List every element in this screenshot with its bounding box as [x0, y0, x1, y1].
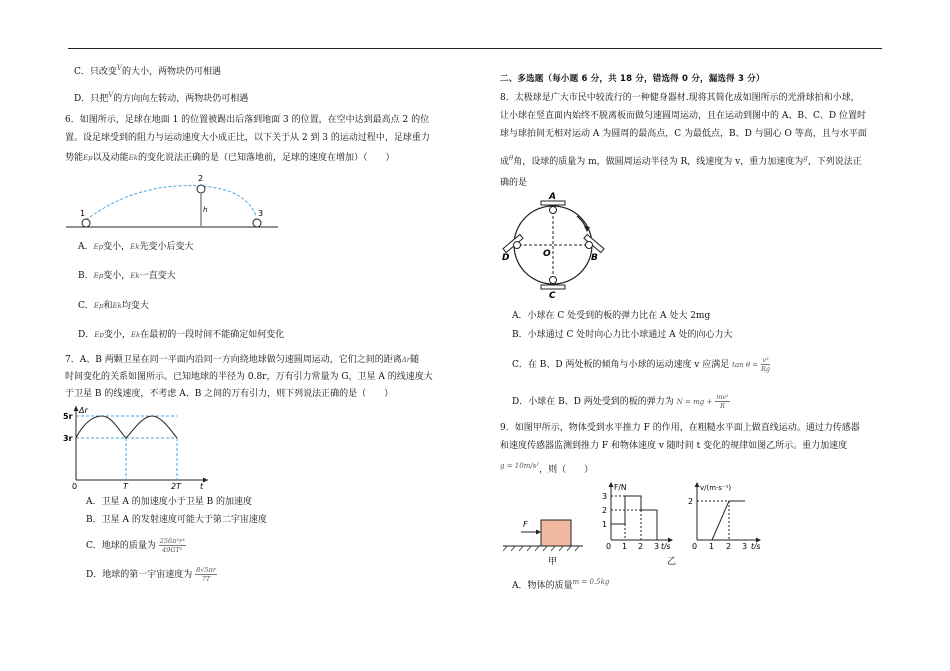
q8-stem-line3: 球与球拍间无相对运动 A 为圆周的最高点，C 为最低点，B、D 与圆心 O 等高，且与水平面 [500, 129, 867, 139]
q6-option-d: D．Ep变小，Ek在最初的一段时间不能确定如何变化 [78, 330, 285, 340]
tick-T: T [123, 482, 128, 490]
q7-stem-line2: 时间变化的关系如图所示。已知地球的半径为 0.8r，万有引力常量为 G，卫星 A 的线速度大 [65, 372, 433, 382]
f-tick-x0: 0 [606, 542, 612, 551]
q8-option-c: C．在 B、D 两处板的倾角与小球的运动速度 v 应满足 tan θ = $\frac{\text{v²}}{Rg}$ [512, 356, 771, 373]
q8-stem-line1: 8．太极球是广大市民中较流行的一种健身器材.现将其简化成如图所示的光滑球拍和小球， [500, 93, 860, 103]
q8-force-fraction: $\frac{\text{mv²}}{R}$ [716, 393, 729, 410]
q8-option-a: A．小球在 C 处受到的板的弹力比在 A 处大 2mg [512, 311, 711, 321]
q6-option-c: C．Ep和Ek均变大 [78, 301, 149, 311]
v-tick-x3: 3 [742, 542, 748, 551]
ball-B [586, 242, 593, 249]
q6-stem-line3: 势能Ep以及动能Ek的变化说法正确的是（已知落地前，足球的速度在增加）（ ） [65, 153, 395, 163]
label-C: C [549, 291, 556, 298]
q9-figure-jia [503, 508, 585, 568]
ball-trajectory [86, 186, 256, 220]
q9-stem-line3: $^{g = 10m/s^2}$，则（ ） [500, 462, 594, 475]
tick-3r: 3r [63, 434, 73, 443]
q8-option-d: D．小球在 B、D 两处受到的板的弹力为 N = mg + $\frac{\text{mv²}}{R}$ [512, 393, 729, 410]
label-A: A [549, 192, 556, 202]
y-label: Δr [79, 406, 88, 415]
v-tick-2: 2 [688, 497, 694, 506]
q9-figure-yi-label: 乙 [667, 557, 677, 567]
q9-force-graph [597, 480, 677, 568]
q5-option-d: D．只把$^V$的方向向左转动，两物块仍可相遇 [74, 91, 249, 104]
label-F: F [523, 520, 528, 529]
section-heading: 二、多选题（每小题 6 分，共 18 分，错选得 0 分，漏选得 3 分） [500, 74, 765, 84]
block [541, 520, 571, 546]
label-B: B [591, 253, 598, 263]
v-tick-x1: 1 [709, 542, 715, 551]
ball-C [550, 277, 557, 284]
label-D: D [502, 253, 510, 263]
q7-mass-fraction: $\frac{\text{256π²r³}}{\text{49GT²}}$ [159, 537, 185, 554]
q7-stem-line1: 7．A、B 两颗卫星在同一平面内沿同一方向绕地球做匀速圆周运动，它们之间的距离Δr随 [65, 355, 420, 365]
q9-option-a: A．物体的质量$^{m = 0.5kg}$ [512, 578, 610, 591]
label-O: O [543, 249, 551, 259]
q9-stem-line2: 和速度传感器监测到推力 F 和物体速度 v 随时间 t 变化的规律如图乙所示。重力加速度 [500, 441, 848, 451]
ball-A [550, 207, 557, 214]
f-tick-1: 1 [602, 520, 608, 529]
paddle-C [541, 285, 565, 289]
q6-trajectory-figure [66, 172, 280, 234]
q7-distance-graph [62, 404, 212, 490]
ground-hatch [503, 546, 579, 551]
f-tick-x3: 3 [654, 542, 660, 551]
force-step-line [611, 496, 657, 540]
f-tick-2: 2 [602, 506, 608, 515]
q7-option-b: B．卫星 A 的发射速度可能大于第二宇宙速度 [86, 515, 267, 525]
tick-5r: 5r [63, 412, 73, 421]
f-tick-x2: 2 [638, 542, 644, 551]
ball-position-1 [82, 219, 90, 227]
q7-option-d: D．地球的第一宇宙速度为 $\frac{8√5\pi r}{7T}$ [86, 566, 216, 583]
label-jia: 甲 [548, 557, 558, 567]
ball-position-3 [253, 219, 261, 227]
q8-option-b: B．小球通过 C 处时向心力比小球通过 A 处的向心力大 [512, 330, 733, 340]
x-label: t [200, 482, 204, 490]
tick-2T: 2T [171, 482, 181, 490]
f-y-label: F/N [614, 483, 627, 492]
v-x-label: t/s [751, 542, 761, 551]
q6-option-a: A．Ep变小，Ek先变小后变大 [78, 242, 194, 252]
q7-stem-line3: 于卫星 B 的线速度，不考虑 A、B 之间的万有引力，则下列说法正确的是（ ） [65, 389, 394, 399]
v-tick-x0: 0 [692, 542, 698, 551]
f-x-label: t/s [661, 542, 671, 551]
q9-stem-line1: 9．如图甲所示，物体受到水平推力 F 的作用，在粗糙水平面上做直线运动。通过力传感器 [500, 423, 860, 433]
v-y-label: v/(m·s⁻¹) [700, 484, 732, 492]
v-tick-x2: 2 [726, 542, 732, 551]
q6-stem-line1: 6．如图所示，足球在地面 1 的位置被踢出后落到地面 3 的位置，在空中达到最高点 2 的位 [65, 115, 430, 125]
q9-velocity-graph [683, 480, 769, 568]
header-rule [68, 48, 882, 49]
q5-option-c: C．只改变$^V$的大小，两物块仍可相遇 [74, 64, 221, 77]
q8-stem-line5: 确的是 [500, 178, 528, 188]
velocity-line [697, 501, 745, 540]
q6-option-b: B．Ep变小，Ek一直变大 [78, 271, 176, 281]
ball-D [514, 242, 521, 249]
label-3: 3 [258, 209, 264, 218]
f-tick-3: 3 [602, 492, 608, 501]
q8-stem-line4: 成$^\theta$角，设球的质量为 m，做圆周运动半径为 R，线速度为 v，重力加速度为$^g$，下列说法正 [500, 154, 862, 167]
f-tick-x1: 1 [622, 542, 628, 551]
label-h: h [203, 206, 208, 214]
q7-option-a: A．卫星 A 的加速度小于卫星 B 的加速度 [86, 497, 253, 507]
q7-velocity-fraction: $\frac{8√5\pi r}{7T}$ [196, 566, 216, 583]
ball-position-2 [197, 185, 205, 193]
q8-stem-line2: 让小球在竖直面内始终不脱离板而做匀速圆周运动，且在运动到图中的 A、B、C、D 位置时 [500, 111, 866, 121]
label-2: 2 [198, 174, 204, 183]
distance-curve [76, 416, 177, 438]
q7-option-c: C．地球的质量为 $\frac{\text{256π²r³}}{\text{49GT²}}$ [86, 537, 185, 554]
q6-stem-line2: 置。设足球受到的阻力与运动速度大小成正比，以下关于从 2 到 3 的运动过程中，足球重力 [65, 133, 430, 143]
tick-0: 0 [72, 482, 78, 490]
q8-taiji-figure [495, 190, 613, 298]
label-1: 1 [80, 209, 86, 218]
q8-tan-fraction: $\frac{\text{v²}}{Rg}$ [761, 356, 771, 373]
